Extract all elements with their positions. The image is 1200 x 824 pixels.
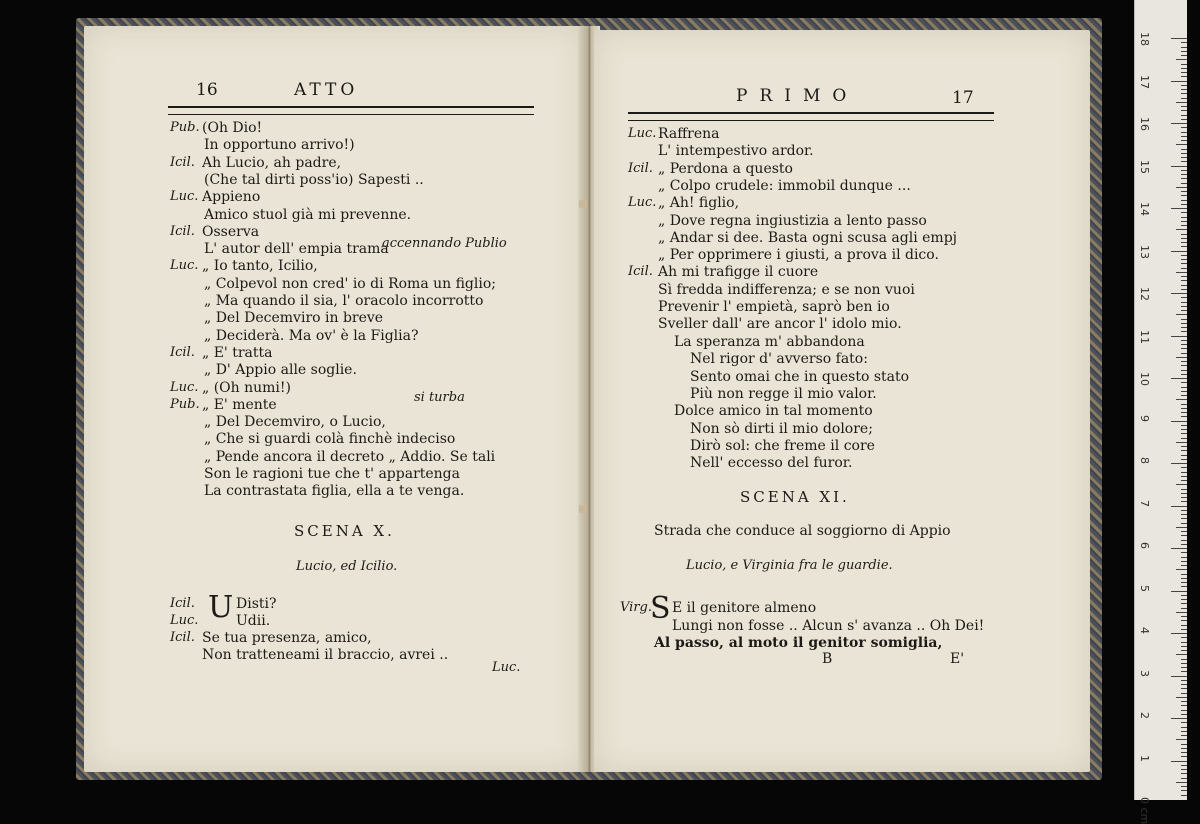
ruler-tick — [1181, 727, 1187, 728]
verse-line: Appieno — [202, 189, 261, 206]
ruler-tick — [1181, 540, 1187, 541]
ruler-tick — [1181, 497, 1187, 498]
ruler-tick — [1181, 170, 1187, 171]
verse-line: (Oh Dio! — [202, 120, 263, 136]
ruler-tick — [1181, 680, 1187, 681]
verse-line: L' intempestivo ardor. — [658, 143, 814, 160]
ruler-tick — [1181, 285, 1187, 286]
ruler-number: 14 — [1138, 202, 1151, 216]
ruler-tick — [1181, 178, 1187, 179]
ruler-tick — [1181, 557, 1187, 558]
ruler-tick — [1181, 642, 1187, 643]
ruler-tick — [1181, 183, 1187, 184]
ruler-tick — [1181, 157, 1187, 158]
ruler-tick — [1181, 561, 1187, 562]
ruler-tick — [1176, 569, 1187, 570]
ruler-tick — [1181, 629, 1187, 630]
drop-cap: S — [650, 591, 671, 626]
verse-line: „ Colpo crudele: immobil dunque ... — [658, 177, 911, 194]
ruler-tick — [1181, 646, 1187, 647]
ruler-tick — [1181, 344, 1187, 345]
ruler-tick — [1176, 314, 1187, 315]
speaker: Icil. — [170, 630, 195, 645]
verse-line: „ Io tanto, Icilio, — [202, 258, 318, 275]
ruler-tick — [1181, 225, 1187, 226]
verse-line: „ Perdona a questo — [658, 160, 793, 177]
verse-line: „ Che si guardi colà finchè indeciso — [204, 431, 456, 448]
ruler-tick — [1181, 523, 1187, 524]
ruler-tick — [1181, 306, 1187, 307]
verse-line: Non tratteneami il braccio, avrei .. — [202, 647, 449, 663]
header-rule — [168, 106, 534, 115]
ruler-tick — [1171, 591, 1187, 592]
ruler-tick — [1171, 81, 1187, 82]
ruler-tick — [1181, 693, 1187, 694]
ruler-tick — [1181, 659, 1187, 660]
verse-line: Amico stuol già mi prevenne. — [204, 206, 412, 223]
ruler-tick — [1181, 42, 1187, 43]
verse-line: „ Pende ancora il decreto „ Addio. Se tali — [204, 448, 496, 465]
ruler-tick — [1171, 761, 1187, 762]
speaker: Icil. — [170, 344, 195, 360]
verse-line: Ah mi trafigge il cuore — [658, 264, 819, 281]
ruler-tick — [1181, 433, 1187, 434]
ruler-tick — [1181, 450, 1187, 451]
aria-line: La speranza m' abbandona — [674, 334, 865, 350]
speaker: Luc. — [628, 126, 657, 141]
verse-line: (Che tal dirti poss'io) Sapesti .. — [204, 171, 424, 188]
ruler-tick — [1181, 472, 1187, 473]
ruler-tick — [1181, 467, 1187, 468]
speaker: Luc. — [170, 258, 199, 274]
verse-line: Osserva — [202, 223, 260, 240]
verse-line: „ Ma quando il sia, l' oracolo incorrotto — [204, 293, 484, 309]
ruler-tick — [1176, 697, 1187, 698]
stage-direction: si turba — [414, 390, 465, 405]
ruler-number: 17 — [1138, 74, 1151, 89]
scene-setting: Strada che conduce al soggiorno di Appio — [654, 523, 951, 539]
stage-direction: accennando Publio — [382, 236, 507, 251]
ruler-tick — [1181, 191, 1187, 192]
ruler-tick — [1181, 778, 1187, 779]
ruler-tick — [1181, 310, 1187, 311]
verse-line: Ah Lucio, ah padre, — [202, 154, 342, 171]
verse-line: Udii. — [236, 613, 271, 629]
ruler-tick — [1181, 374, 1187, 375]
ruler-tick — [1181, 149, 1187, 150]
speaker: Luc. — [170, 613, 199, 628]
ruler-tick — [1181, 765, 1187, 766]
ruler-tick — [1171, 463, 1187, 464]
ruler-tick — [1181, 514, 1187, 515]
ruler-tick — [1181, 119, 1187, 120]
ruler-tick — [1181, 667, 1187, 668]
ruler-tick — [1181, 744, 1187, 745]
ruler-tick — [1181, 544, 1187, 545]
ruler-tick — [1181, 582, 1187, 583]
verse-line: „ Del Decemviro in breve — [204, 310, 384, 327]
ruler-tick — [1181, 51, 1187, 52]
speaker: Icil. — [170, 596, 195, 611]
ruler-number: 4 — [1138, 627, 1151, 634]
running-header: PRIMO — [736, 86, 859, 106]
ruler-tick — [1181, 404, 1187, 405]
ruler-number: 16 — [1138, 117, 1151, 131]
ruler-tick — [1181, 603, 1187, 604]
aria-line: Nell' eccesso del furor. — [690, 455, 853, 472]
verse-line: „ Deciderà. Ma ov' è la Figlia? — [204, 327, 419, 344]
aria-line: Dirò sol: che freme il core — [690, 437, 875, 454]
ruler-tick — [1181, 98, 1187, 99]
ruler-number: 11 — [1138, 329, 1151, 344]
verse-line: La contrastata figlia, ella a te venga. — [204, 483, 465, 500]
ruler-tick — [1171, 123, 1187, 124]
ruler-tick — [1171, 676, 1187, 677]
ruler-tick — [1181, 76, 1187, 77]
ruler-tick — [1181, 72, 1187, 73]
ruler-tick — [1181, 238, 1187, 239]
ruler-number: 7 — [1138, 499, 1151, 507]
ruler-tick — [1181, 127, 1187, 128]
ruler-tick — [1181, 340, 1187, 341]
ruler-tick — [1181, 47, 1187, 48]
ruler-tick — [1181, 255, 1187, 256]
speaker: Luc. — [170, 189, 199, 205]
ruler-tick — [1181, 625, 1187, 626]
page-number: 17 — [952, 88, 974, 108]
ruler-tick — [1181, 586, 1187, 587]
left-page — [84, 26, 584, 772]
ruler-tick — [1181, 365, 1187, 366]
verse-line: „ Per opprimere i giusti, a prova il dico. — [658, 247, 939, 264]
ruler-tick — [1181, 518, 1187, 519]
ruler-tick — [1181, 132, 1187, 133]
ruler-tick — [1181, 459, 1187, 460]
verse-line: „ Ah! figlio, — [658, 195, 740, 212]
ruler-tick — [1181, 327, 1187, 328]
ruler-number: 5 — [1138, 584, 1151, 592]
verse-line: Son le ragioni tue che t' appartenga — [204, 466, 460, 482]
scene-title: SCENA XI. — [740, 488, 850, 506]
speaker: Icil. — [170, 154, 195, 170]
ruler-tick — [1181, 85, 1187, 86]
verse-line: „ E' tratta — [202, 344, 273, 361]
ruler-tick — [1181, 455, 1187, 456]
ruler-tick — [1181, 748, 1187, 749]
ruler-tick — [1176, 102, 1187, 103]
verse-line: „ D' Appio alle soglie. — [204, 362, 357, 379]
speaker: Pub. — [170, 396, 200, 412]
ruler-tick — [1171, 166, 1187, 167]
ruler-tick — [1176, 527, 1187, 528]
ruler-tick — [1181, 425, 1187, 426]
ruler-tick — [1181, 323, 1187, 324]
ruler-tick — [1181, 68, 1187, 69]
ruler-tick — [1176, 357, 1187, 358]
ruler-tick — [1176, 144, 1187, 145]
ruler-tick — [1181, 599, 1187, 600]
ruler-tick — [1181, 382, 1187, 383]
ruler-number: 8 — [1138, 457, 1151, 464]
ruler-tick — [1181, 480, 1187, 481]
ruler-tick — [1181, 246, 1187, 247]
ruler-tick — [1181, 55, 1187, 56]
ruler-tick — [1181, 153, 1187, 154]
ruler-tick — [1181, 319, 1187, 320]
ruler-tick — [1181, 161, 1187, 162]
ruler-tick — [1181, 195, 1187, 196]
ruler-number: 2 — [1138, 712, 1151, 719]
verse-line: „ Andar si dee. Basta ogni scusa agli empj — [658, 229, 958, 246]
ruler-number: 6 — [1138, 542, 1151, 549]
ruler-tick — [1181, 535, 1187, 536]
signature-mark: B — [822, 651, 833, 667]
ruler-tick — [1181, 391, 1187, 392]
ruler-tick — [1181, 565, 1187, 566]
ruler-tick — [1181, 280, 1187, 281]
speaker: Icil. — [628, 264, 653, 280]
ruler-tick — [1181, 412, 1187, 413]
ruler-tick — [1181, 790, 1187, 791]
ruler-tick — [1181, 395, 1187, 396]
page-number: 16 — [196, 80, 218, 100]
ruler-tick — [1181, 297, 1187, 298]
ruler-tick — [1181, 361, 1187, 362]
ruler-tick — [1181, 531, 1187, 532]
ruler-tick — [1181, 595, 1187, 596]
aria-line: Più non regge il mio valor. — [690, 385, 877, 402]
ruler-tick — [1181, 578, 1187, 579]
ruler-tick — [1181, 242, 1187, 243]
ruler-tick — [1181, 387, 1187, 388]
ruler-number: 9 — [1138, 414, 1151, 422]
ruler-tick — [1181, 110, 1187, 111]
ruler-number: 0 cm — [1138, 797, 1151, 824]
ruler-tick — [1181, 217, 1187, 218]
ruler-tick — [1171, 251, 1187, 252]
ruler-tick — [1181, 416, 1187, 417]
ruler-tick — [1176, 782, 1187, 783]
ruler-tick — [1176, 442, 1187, 443]
verse-line: „ Del Decemviro, o Lucio, — [204, 414, 386, 431]
ruler-tick — [1181, 650, 1187, 651]
ruler-tick — [1181, 684, 1187, 685]
verse-line: Prevenir l' empietà, saprò ben io — [658, 299, 890, 315]
ruler-number: 3 — [1138, 669, 1151, 677]
ruler-tick — [1181, 446, 1187, 447]
ruler-tick — [1171, 421, 1187, 422]
running-header: ATTO — [294, 80, 359, 100]
ruler-tick — [1176, 484, 1187, 485]
ruler-tick — [1181, 268, 1187, 269]
ruler-tick — [1181, 212, 1187, 213]
ruler-tick — [1181, 701, 1187, 702]
ruler-tick — [1181, 93, 1187, 94]
aria-line: Non sò dirti il mio dolore; — [690, 420, 873, 437]
ruler-tick — [1181, 705, 1187, 706]
ruler-tick — [1181, 174, 1187, 175]
ruler-tick — [1181, 140, 1187, 141]
ruler-tick — [1181, 735, 1187, 736]
right-page — [594, 30, 1090, 772]
ruler-number: 18 — [1138, 32, 1151, 46]
ruler-tick — [1171, 633, 1187, 634]
ruler-tick — [1181, 731, 1187, 732]
ruler-tick — [1181, 710, 1187, 711]
ruler-tick — [1181, 263, 1187, 264]
ruler-tick — [1176, 739, 1187, 740]
ruler-tick — [1176, 187, 1187, 188]
ruler-tick — [1176, 59, 1187, 60]
ruler-tick — [1181, 688, 1187, 689]
ruler-tick — [1181, 671, 1187, 672]
ruler-tick — [1181, 756, 1187, 757]
scene-cast: Lucio, ed Icilio. — [296, 559, 398, 574]
verse-line: L' autor dell' empia trama — [204, 241, 389, 258]
ruler-tick — [1181, 476, 1187, 477]
ruler-tick — [1181, 786, 1187, 787]
ruler-tick — [1181, 714, 1187, 715]
ruler-tick — [1181, 331, 1187, 332]
ruler-tick — [1171, 208, 1187, 209]
binding-stitch — [579, 200, 587, 208]
ruler-tick — [1181, 348, 1187, 349]
verse-line: Sveller dall' are ancor l' idolo mio. — [658, 316, 902, 333]
speaker: Virg. — [620, 600, 652, 615]
catchword: E' — [950, 651, 965, 667]
ruler-tick — [1181, 115, 1187, 116]
verse-line: „ Dove regna ingiustizia a lento passo — [658, 212, 927, 229]
ruler-tick — [1181, 489, 1187, 490]
ruler-number: 15 — [1138, 159, 1151, 174]
ruler-tick — [1181, 234, 1187, 235]
speaker: Icil. — [170, 223, 195, 239]
ruler-tick — [1181, 408, 1187, 409]
verse-line: Raffrena — [658, 126, 720, 142]
speaker: Luc. — [628, 195, 657, 211]
scene-title: SCENA X. — [294, 522, 395, 540]
ruler-tick — [1181, 89, 1187, 90]
ruler-tick — [1181, 64, 1187, 65]
ruler-tick — [1181, 136, 1187, 137]
ruler-tick — [1171, 378, 1187, 379]
ruler-tick — [1181, 353, 1187, 354]
speaker: Luc. — [170, 379, 199, 395]
ruler-tick — [1181, 773, 1187, 774]
aria-line: Nel rigor d' avverso fato: — [690, 351, 868, 368]
verse-line: Sì fredda indifferenza; e se non vuoi — [658, 281, 915, 298]
ruler-tick — [1171, 38, 1187, 39]
ruler-tick — [1181, 795, 1187, 796]
ruler-tick — [1181, 574, 1187, 575]
ruler-tick — [1181, 769, 1187, 770]
ruler-tick — [1181, 722, 1187, 723]
verse-line: Se tua presenza, amico, — [202, 630, 372, 646]
ruler-tick — [1181, 608, 1187, 609]
ruler-tick — [1181, 289, 1187, 290]
ruler-tick — [1176, 229, 1187, 230]
ruler-number: 12 — [1138, 287, 1151, 301]
verse-line: Lungi non fosse .. Alcun s' avanza .. Oh Dei! — [672, 617, 985, 634]
ruler-tick — [1171, 293, 1187, 294]
ruler-tick — [1181, 501, 1187, 502]
header-rule — [628, 112, 994, 121]
ruler-tick — [1181, 438, 1187, 439]
ruler-tick — [1181, 429, 1187, 430]
ruler-tick — [1181, 221, 1187, 222]
ruler-tick — [1176, 612, 1187, 613]
catchword: Luc. — [492, 660, 521, 675]
speaker: Icil. — [628, 160, 653, 176]
ruler-tick — [1181, 663, 1187, 664]
ruler-tick — [1181, 200, 1187, 201]
verse-line: E il genitore almeno — [672, 600, 817, 616]
verse-line: Disti? — [236, 596, 277, 612]
ruler-number: 13 — [1138, 244, 1151, 259]
ruler-tick — [1181, 637, 1187, 638]
speaker: Pub. — [170, 120, 200, 135]
verse-line: „ Colpevol non cred' io di Roma un figlio; — [204, 275, 496, 292]
ruler-tick — [1171, 718, 1187, 719]
ruler-tick — [1181, 620, 1187, 621]
ruler-tick — [1181, 616, 1187, 617]
ruler-tick — [1181, 302, 1187, 303]
scene-cast: Lucio, e Virginia fra le guardie. — [686, 558, 893, 573]
ruler-tick — [1176, 654, 1187, 655]
ruler-number: 10 — [1138, 372, 1151, 386]
ruler-tick — [1181, 259, 1187, 260]
ruler-tick — [1181, 552, 1187, 553]
drop-cap: U — [208, 590, 234, 625]
verse-line: In opportuno arrivo!) — [204, 137, 355, 154]
ruler-tick — [1181, 510, 1187, 511]
verse-line: „ E' mente — [202, 396, 277, 413]
aria-line: Dolce amico in tal momento — [674, 403, 873, 420]
ruler-tick — [1181, 493, 1187, 494]
ruler-tick — [1181, 276, 1187, 277]
ruler-tick — [1181, 752, 1187, 753]
ruler-tick — [1181, 370, 1187, 371]
verse-line: Al passo, al moto il genitor somiglia, — [654, 635, 943, 651]
ruler-tick — [1171, 506, 1187, 507]
ruler-tick — [1176, 399, 1187, 400]
ruler-tick — [1176, 272, 1187, 273]
binding-stitch — [579, 505, 587, 513]
ruler-tick — [1171, 336, 1187, 337]
ruler-tick — [1171, 548, 1187, 549]
verse-line: „ (Oh numi!) — [202, 379, 291, 396]
ruler-number: 1 — [1138, 754, 1151, 762]
measuring-ruler — [1134, 0, 1187, 824]
ruler-tick — [1181, 204, 1187, 205]
aria-line: Sento omai che in questo stato — [690, 368, 910, 385]
ruler-tick — [1181, 106, 1187, 107]
